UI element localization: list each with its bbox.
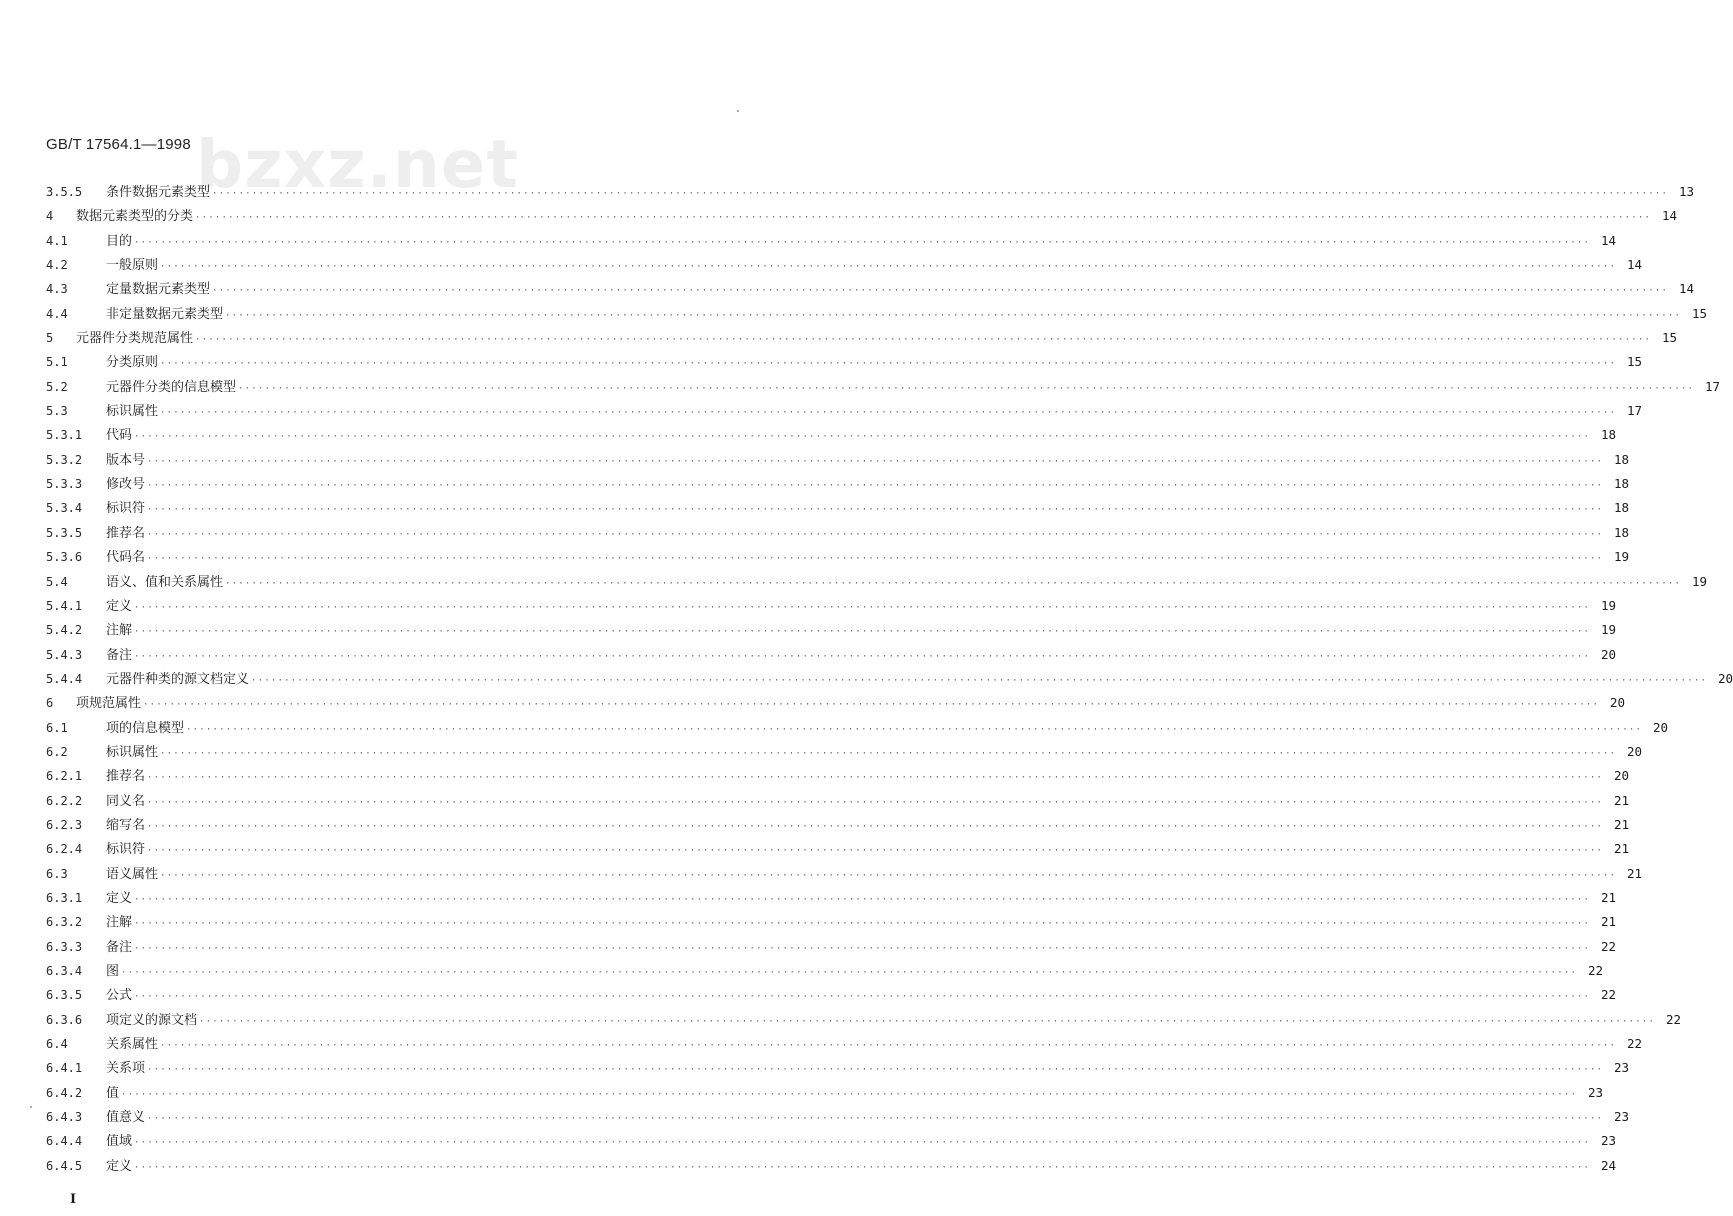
toc-entry-page: 21 bbox=[1614, 816, 1630, 832]
toc-dot-leader: ···························································································································································································································· bbox=[212, 189, 1669, 199]
toc-entry-page: 23 bbox=[1614, 1109, 1630, 1125]
toc-entry-number: 5.3.5 bbox=[46, 525, 83, 540]
toc-entry-page: 14 bbox=[1662, 208, 1678, 224]
toc-entry bbox=[46, 229, 1617, 253]
toc-entry-title: 元器件分类规范属性 bbox=[76, 331, 194, 347]
toc-dot-leader: ···························································································································································································································· bbox=[147, 846, 1604, 857]
toc-entry-title: 一般原则 bbox=[106, 258, 159, 274]
toc-entry-title: 非定量数据元素类型 bbox=[106, 306, 224, 322]
toc-entry-number: 6.3.4 bbox=[46, 964, 83, 978]
toc-entry-number: 6.3.6 bbox=[46, 1012, 83, 1027]
toc-entry-page: 18 bbox=[1614, 500, 1630, 516]
toc-dot-leader: ···························································································································································································································· bbox=[160, 359, 1617, 370]
toc-entry-title: 元器件分类的信息模型 bbox=[106, 379, 237, 395]
toc-dot-leader: ···························································································································································································································· bbox=[160, 870, 1617, 881]
toc-entry-number: 5.3 bbox=[46, 404, 68, 419]
standard-code-header: GB/T 17564.1—1998 bbox=[46, 136, 191, 153]
toc-entry bbox=[46, 180, 1695, 204]
toc-entry-title: 定义 bbox=[106, 598, 133, 614]
toc-entry-number: 5.3.1 bbox=[46, 428, 83, 443]
toc-entry-title: 语义属性 bbox=[106, 866, 159, 882]
toc-entry-title: 注解 bbox=[106, 623, 133, 639]
toc-dot-leader: ···························································································································································································································· bbox=[147, 1114, 1604, 1125]
toc-dot-leader: ···························································································································································································································· bbox=[160, 262, 1617, 273]
toc-entry-title: 目的 bbox=[106, 233, 133, 249]
toc-entry-title: 定义 bbox=[106, 1158, 133, 1174]
toc-entry-page: 18 bbox=[1614, 524, 1630, 540]
toc-entry-number: 6.2 bbox=[46, 744, 68, 759]
toc-entry-number: 6.2.2 bbox=[46, 793, 83, 808]
toc-dot-leader: ···························································································································································································································· bbox=[134, 651, 1591, 662]
toc-entry-title: 公式 bbox=[106, 988, 133, 1004]
toc-entry bbox=[46, 618, 1617, 642]
toc-entry bbox=[46, 423, 1617, 447]
toc-entry-number: 5.3.4 bbox=[46, 501, 83, 516]
toc-dot-leader: ···························································································································································································································· bbox=[134, 627, 1591, 638]
toc-entry bbox=[46, 521, 1630, 545]
toc-dot-leader: ···························································································································································································································· bbox=[134, 432, 1591, 443]
toc-entry bbox=[46, 910, 1617, 934]
toc-entry-page: 15 bbox=[1662, 330, 1678, 346]
toc-entry bbox=[46, 862, 1643, 886]
toc-dot-leader: ···························································································································································································································· bbox=[147, 773, 1604, 784]
toc-entry-page: 19 bbox=[1601, 622, 1617, 638]
toc-entry bbox=[46, 448, 1630, 472]
toc-entry-number: 6.2.3 bbox=[46, 817, 83, 832]
toc-entry-page: 21 bbox=[1614, 792, 1630, 808]
toc-entry-title: 版本号 bbox=[106, 452, 146, 468]
toc-entry-number: 6.3.1 bbox=[46, 890, 83, 905]
toc-entry bbox=[46, 813, 1630, 837]
toc-dot-leader: ···························································································································································································································· bbox=[160, 748, 1617, 759]
toc-entry bbox=[46, 691, 1626, 715]
toc-entry bbox=[46, 716, 1669, 740]
toc-entry-page: 23 bbox=[1588, 1084, 1604, 1100]
toc-entry bbox=[46, 302, 1708, 326]
toc-entry bbox=[46, 1081, 1604, 1105]
toc-entry-number: 6.2.1 bbox=[46, 769, 83, 784]
toc-entry bbox=[46, 1154, 1617, 1178]
toc-entry-title: 值域 bbox=[106, 1134, 133, 1150]
toc-dot-leader: ···························································································································································································································· bbox=[212, 286, 1669, 297]
toc-entry bbox=[46, 983, 1617, 1007]
toc-entry bbox=[46, 277, 1695, 301]
toc-entry-title: 关系属性 bbox=[106, 1037, 159, 1053]
toc-entry-title: 关系项 bbox=[106, 1061, 146, 1077]
toc-entry-page: 18 bbox=[1614, 476, 1630, 492]
toc-dot-leader: ···························································································································································································································· bbox=[147, 505, 1604, 516]
toc-entry-title: 项规范属性 bbox=[76, 696, 142, 712]
toc-entry-page: 19 bbox=[1614, 549, 1630, 565]
toc-dot-leader: ···························································································································································································································· bbox=[134, 1138, 1591, 1149]
toc-entry bbox=[46, 472, 1630, 496]
toc-entry bbox=[46, 935, 1617, 959]
toc-entry-number: 5.4.1 bbox=[46, 598, 83, 613]
toc-entry-title: 推荐名 bbox=[106, 769, 146, 785]
toc-entry bbox=[46, 496, 1630, 520]
toc-entry-page: 22 bbox=[1627, 1036, 1643, 1052]
toc-entry-number: 6.3.5 bbox=[46, 988, 83, 1003]
toc-entry-page: 15 bbox=[1692, 305, 1708, 321]
toc-entry-number: 4 bbox=[46, 209, 54, 224]
toc-entry-page: 20 bbox=[1653, 719, 1669, 735]
toc-entry-number: 5.4 bbox=[46, 574, 68, 589]
toc-entry-title: 同义名 bbox=[106, 793, 146, 809]
toc-entry-number: 5.1 bbox=[46, 355, 68, 370]
toc-entry-page: 22 bbox=[1588, 963, 1604, 978]
toc-entry bbox=[46, 1008, 1682, 1032]
toc-entry bbox=[46, 326, 1678, 350]
toc-dot-leader: ···························································································································································································································· bbox=[160, 1041, 1617, 1052]
toc-entry bbox=[46, 1032, 1643, 1056]
toc-dot-leader: ···························································································································································································································· bbox=[147, 797, 1604, 808]
toc-entry-number: 5.3.6 bbox=[46, 550, 83, 565]
toc-entry bbox=[46, 667, 1733, 691]
toc-dot-leader: ···························································································································································································································· bbox=[147, 554, 1604, 565]
toc-dot-leader: ···························································································································································································································· bbox=[160, 408, 1617, 419]
toc-entry-number: 6.4.5 bbox=[46, 1158, 83, 1173]
toc-dot-leader: ···························································································································································································································· bbox=[195, 335, 1652, 346]
toc-dot-leader: ···························································································································································································································· bbox=[147, 481, 1604, 492]
toc-entry bbox=[46, 1129, 1617, 1153]
toc-dot-leader: ···························································································································································································································· bbox=[147, 1065, 1604, 1076]
toc-dot-leader: ···························································································································································································································· bbox=[225, 578, 1682, 589]
toc-dot-leader: ···························································································································································································································· bbox=[225, 310, 1682, 321]
toc-entry-page: 22 bbox=[1666, 1011, 1682, 1027]
toc-entry-page: 20 bbox=[1627, 743, 1643, 759]
toc-entry-page: 17 bbox=[1627, 403, 1643, 419]
toc-entry-title: 定量数据元素类型 bbox=[106, 282, 211, 298]
toc-dot-leader: ···························································································································································································································· bbox=[134, 919, 1591, 930]
toc-entry-title: 备注 bbox=[106, 647, 133, 663]
toc-entry bbox=[46, 1105, 1630, 1129]
toc-dot-leader: ···························································································································································································································· bbox=[134, 602, 1591, 613]
toc-entry-title: 数据元素类型的分类 bbox=[76, 209, 194, 225]
toc-entry-number: 4.4 bbox=[46, 306, 68, 321]
toc-entry-number: 5.2 bbox=[46, 379, 68, 394]
toc-entry-number: 6.3 bbox=[46, 866, 68, 881]
toc-entry-title: 项的信息模型 bbox=[106, 720, 185, 736]
toc-entry bbox=[46, 837, 1630, 861]
toc-entry-number: 6.3.2 bbox=[46, 915, 83, 930]
toc-entry-page: 20 bbox=[1601, 646, 1617, 662]
toc-dot-leader: ···························································································································································································································· bbox=[195, 213, 1652, 224]
toc-entry-page: 22 bbox=[1601, 987, 1617, 1003]
toc-entry-title: 值意义 bbox=[106, 1110, 146, 1126]
toc-entry bbox=[46, 350, 1643, 374]
toc-entry-title: 推荐名 bbox=[106, 525, 146, 541]
toc-entry-number: 6.2.4 bbox=[46, 842, 83, 857]
toc-entry-number: 3.5.5 bbox=[46, 185, 83, 199]
toc-entry bbox=[46, 253, 1643, 277]
toc-entry-number: 6.4.3 bbox=[46, 1110, 83, 1125]
toc-entry-title: 代码 bbox=[106, 428, 133, 444]
toc-entry-title: 元器件种类的源文档定义 bbox=[106, 671, 250, 687]
toc-entry-number: 6.3.3 bbox=[46, 939, 83, 954]
toc-dot-leader: ···························································································································································································································· bbox=[199, 1016, 1656, 1027]
toc-entry-title: 语义、值和关系属性 bbox=[106, 574, 224, 590]
toc-entry-page: 23 bbox=[1601, 1133, 1617, 1149]
toc-entry-page: 15 bbox=[1627, 354, 1643, 370]
toc-entry-number: 6.4.4 bbox=[46, 1134, 83, 1149]
toc-entry-page: 19 bbox=[1601, 597, 1617, 613]
toc-entry-title: 代码名 bbox=[106, 550, 146, 566]
toc-dot-leader: ···························································································································································································································· bbox=[134, 894, 1591, 905]
toc-entry-page: 17 bbox=[1705, 378, 1721, 394]
toc-entry-page: 20 bbox=[1614, 768, 1630, 784]
page-number: I bbox=[70, 1192, 77, 1207]
toc-entry-number: 6.1 bbox=[46, 720, 68, 735]
toc-dot-leader: ···························································································································································································································· bbox=[134, 1162, 1591, 1173]
toc-entry-title: 项定义的源文档 bbox=[106, 1012, 198, 1028]
toc-entry-number: 5.3.2 bbox=[46, 452, 83, 467]
toc-dot-leader: ···························································································································································································································· bbox=[186, 724, 1643, 735]
toc-entry-title: 备注 bbox=[106, 939, 133, 955]
toc-entry-title: 修改号 bbox=[106, 477, 146, 493]
toc-entry-number: 5.4.3 bbox=[46, 647, 83, 662]
site-watermark: bzxz.net bbox=[196, 126, 520, 203]
toc-entry bbox=[46, 570, 1708, 594]
toc-entry-title: 注解 bbox=[106, 915, 133, 931]
toc-entry bbox=[46, 1056, 1630, 1080]
toc-entry-title: 定义 bbox=[106, 890, 133, 906]
toc-entry-title: 标识符 bbox=[106, 501, 146, 517]
table-of-contents bbox=[46, 180, 1733, 1178]
toc-entry bbox=[46, 204, 1678, 228]
toc-entry-number: 6.4 bbox=[46, 1037, 68, 1052]
toc-entry-page: 24 bbox=[1601, 1157, 1617, 1173]
toc-entry bbox=[46, 959, 1604, 983]
toc-dot-leader: ···························································································································································································································· bbox=[121, 1089, 1578, 1100]
toc-entry bbox=[46, 594, 1617, 618]
toc-dot-leader: ···························································································································································································································· bbox=[147, 456, 1604, 467]
toc-dot-leader: ···························································································································································································································· bbox=[134, 992, 1591, 1003]
toc-entry-title: 值 bbox=[106, 1085, 120, 1101]
toc-entry bbox=[46, 643, 1617, 667]
toc-entry-page: 21 bbox=[1614, 841, 1630, 857]
toc-entry-page: 22 bbox=[1601, 938, 1617, 954]
toc-entry bbox=[46, 886, 1617, 910]
toc-dot-leader: ···························································································································································································································· bbox=[147, 529, 1604, 540]
toc-entry-number: 4.2 bbox=[46, 258, 68, 273]
toc-dot-leader: ···························································································································································································································· bbox=[134, 237, 1591, 248]
toc-entry-page: 21 bbox=[1601, 889, 1617, 905]
toc-entry-page: 14 bbox=[1679, 281, 1695, 297]
toc-entry-number: 5.4.2 bbox=[46, 623, 83, 638]
toc-entry-number: 6.4.2 bbox=[46, 1085, 83, 1100]
toc-entry-page: 20 bbox=[1610, 695, 1626, 711]
toc-entry bbox=[46, 399, 1643, 423]
toc-entry-title: 分类原则 bbox=[106, 355, 159, 371]
toc-entry-page: 20 bbox=[1718, 670, 1733, 686]
toc-entry-number: 4.3 bbox=[46, 282, 68, 297]
toc-entry-page: 21 bbox=[1627, 865, 1643, 881]
toc-entry bbox=[46, 764, 1630, 788]
scan-speck bbox=[30, 1106, 32, 1108]
toc-dot-leader: ···························································································································································································································· bbox=[147, 821, 1604, 832]
toc-entry bbox=[46, 545, 1630, 569]
toc-entry bbox=[46, 375, 1721, 399]
toc-entry-title: 图 bbox=[106, 964, 120, 979]
toc-dot-leader: ···························································································································································································································· bbox=[143, 700, 1600, 711]
toc-dot-leader: ···························································································································································································································· bbox=[238, 383, 1695, 394]
toc-entry-page: 14 bbox=[1601, 232, 1617, 248]
toc-dot-leader: ···························································································································································································································· bbox=[121, 968, 1578, 978]
toc-entry-number: 5.4.4 bbox=[46, 671, 83, 686]
toc-entry-title: 缩写名 bbox=[106, 817, 146, 833]
toc-entry-page: 18 bbox=[1601, 427, 1617, 443]
toc-entry-page: 19 bbox=[1692, 573, 1708, 589]
toc-entry-page: 18 bbox=[1614, 451, 1630, 467]
toc-dot-leader: ···························································································································································································································· bbox=[134, 943, 1591, 954]
toc-dot-leader: ···························································································································································································································· bbox=[251, 675, 1708, 686]
toc-entry-page: 13 bbox=[1679, 184, 1695, 199]
toc-entry-number: 6 bbox=[46, 696, 54, 711]
toc-entry-title: 标识符 bbox=[106, 842, 146, 858]
toc-entry-page: 14 bbox=[1627, 257, 1643, 273]
toc-entry-number: 5 bbox=[46, 331, 54, 346]
scan-speck bbox=[737, 110, 739, 112]
toc-entry-number: 5.3.3 bbox=[46, 477, 83, 492]
toc-entry-title: 标识属性 bbox=[106, 404, 159, 420]
toc-entry-page: 21 bbox=[1601, 914, 1617, 930]
toc-entry-page: 23 bbox=[1614, 1060, 1630, 1076]
toc-entry bbox=[46, 789, 1630, 813]
toc-entry-number: 6.4.1 bbox=[46, 1061, 83, 1076]
toc-entry-title: 条件数据元素类型 bbox=[106, 185, 211, 200]
toc-entry-title: 标识属性 bbox=[106, 744, 159, 760]
toc-entry-number: 4.1 bbox=[46, 233, 68, 248]
toc-entry bbox=[46, 740, 1643, 764]
